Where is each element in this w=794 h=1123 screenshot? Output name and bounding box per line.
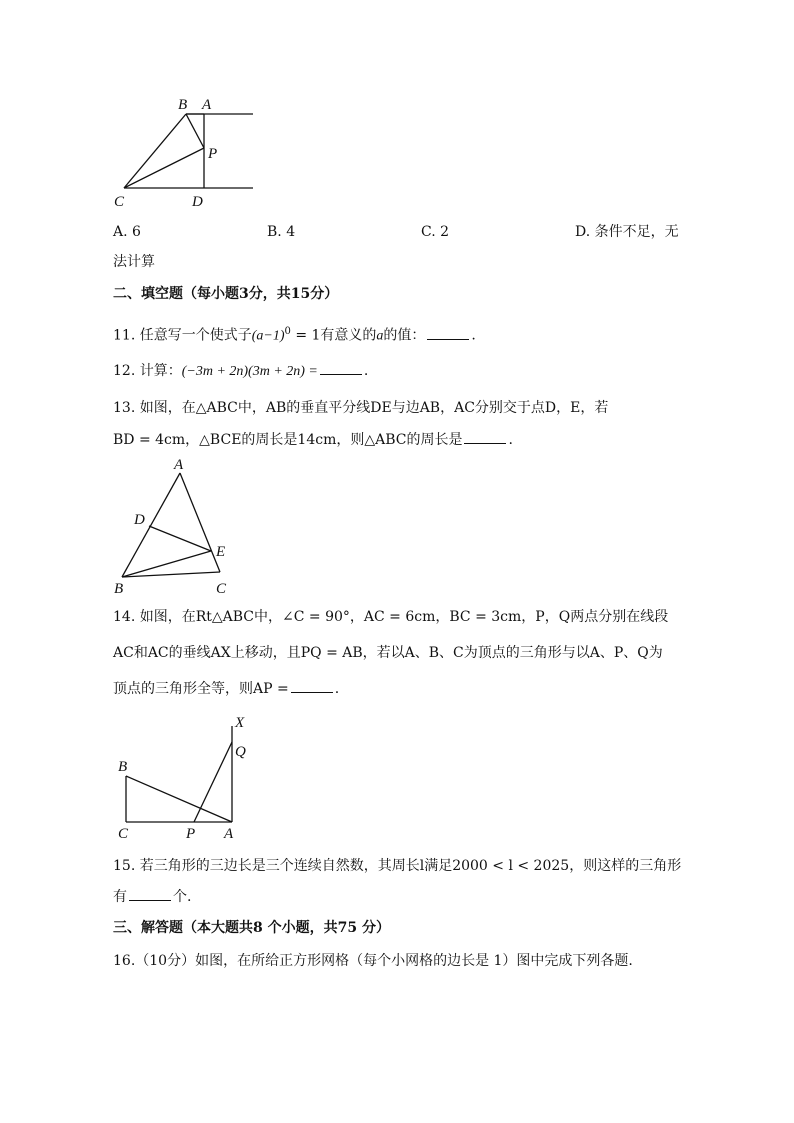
label-P: P: [186, 826, 196, 842]
segment-BA: [126, 776, 232, 822]
segment-BC: [124, 114, 186, 188]
figure-q10: [108, 92, 258, 214]
q12-prefix: 12. 计算：: [113, 363, 182, 379]
question-16: 16.（10分）如图，在所给正方形网格（每个小网格的边长是 1）图中完成下列各题.: [113, 953, 633, 969]
q13-end: .: [508, 432, 513, 448]
section-2-title: 二、填空题（每小题3分，共15分）: [113, 286, 339, 302]
label-C: C: [118, 826, 129, 842]
q12-end: .: [363, 363, 369, 379]
q15-line-1: 15. 若三角形的三边长是三个连续自然数，其周长l满足2000 < l < 2025，则这样的三角形: [113, 858, 682, 874]
q10-option-d: D. 条件不足，无: [575, 224, 679, 240]
label-C: C: [114, 194, 125, 210]
segment-DE: [149, 526, 211, 551]
question-12: [113, 361, 368, 382]
q15-line-2-pre: 有: [113, 889, 127, 905]
label-A: A: [174, 457, 184, 473]
q10-option-c: C. 2: [421, 224, 450, 240]
q14-line-3-text: 顶点的三角形全等，则AP =: [113, 681, 289, 697]
q14-line-1: 14. 如图，在Rt△ABC中，∠C = 90°，AC = 6cm，BC = 3cm，P，Q两点分别在线段: [113, 609, 669, 625]
q12-expr: (−3m + 2n)(3m + 2n) =: [181, 364, 318, 379]
figure-q14: [110, 708, 270, 843]
q11-end: .: [471, 327, 476, 344]
label-B: B: [114, 581, 124, 597]
q11-expr: (a−1): [251, 328, 285, 344]
label-Q: Q: [235, 744, 246, 760]
label-X: X: [235, 715, 245, 731]
q11-rest: = 1有意义的: [290, 327, 377, 344]
figure-q13: [110, 455, 240, 600]
q12-answer-blank[interactable]: [320, 362, 362, 375]
q11-suffix: 的值：: [383, 327, 426, 344]
segment-CP: [124, 148, 204, 188]
q11-answer-blank[interactable]: [427, 327, 469, 340]
label-B: B: [178, 97, 188, 113]
label-E: E: [216, 544, 226, 560]
label-D: D: [192, 194, 203, 210]
question-11: [113, 322, 476, 347]
segment-BP: [186, 114, 204, 148]
q14-end: .: [334, 681, 340, 697]
label-A: A: [202, 97, 212, 113]
q11-exponent: 0: [284, 326, 291, 337]
q14-line-2: AC和AC的垂线AX上移动，且PQ = AB，若以A、B、C为顶点的三角形与以A、P、Q为: [113, 645, 663, 661]
q10-option-a: A. 6: [113, 224, 141, 240]
label-D: D: [134, 512, 145, 528]
segment-AB: [122, 473, 180, 577]
q14-line-3: [113, 679, 339, 699]
label-A: A: [224, 826, 234, 842]
segment-AC: [180, 473, 220, 572]
q13-line-2: [113, 430, 513, 450]
q15-answer-blank[interactable]: [129, 888, 171, 901]
label-P: P: [208, 146, 218, 162]
segment-PQ: [194, 742, 232, 822]
label-C: C: [216, 581, 227, 597]
q14-answer-blank[interactable]: [291, 680, 333, 693]
q10-option-b: B. 4: [267, 224, 296, 240]
section-3-title: 三、解答题（本大题共8 个小题，共75 分）: [113, 920, 390, 936]
q11-var: a: [376, 328, 384, 344]
q11-prefix: 11. 任意写一个使式子: [113, 327, 252, 344]
q15-line-2-post: 个.: [173, 889, 192, 905]
q13-answer-blank[interactable]: [464, 431, 506, 444]
label-B: B: [118, 759, 128, 775]
q13-line-1: 13. 如图，在△ABC中，AB的垂直平分线DE与边AB，AC分别交于点D，E，若: [113, 400, 609, 416]
q10-option-d-wrap: 法计算: [113, 254, 155, 270]
q13-line-2-text: BD = 4cm，△BCE的周长是14cm，则△ABC的周长是: [113, 432, 463, 448]
q15-line-2: [113, 887, 191, 907]
